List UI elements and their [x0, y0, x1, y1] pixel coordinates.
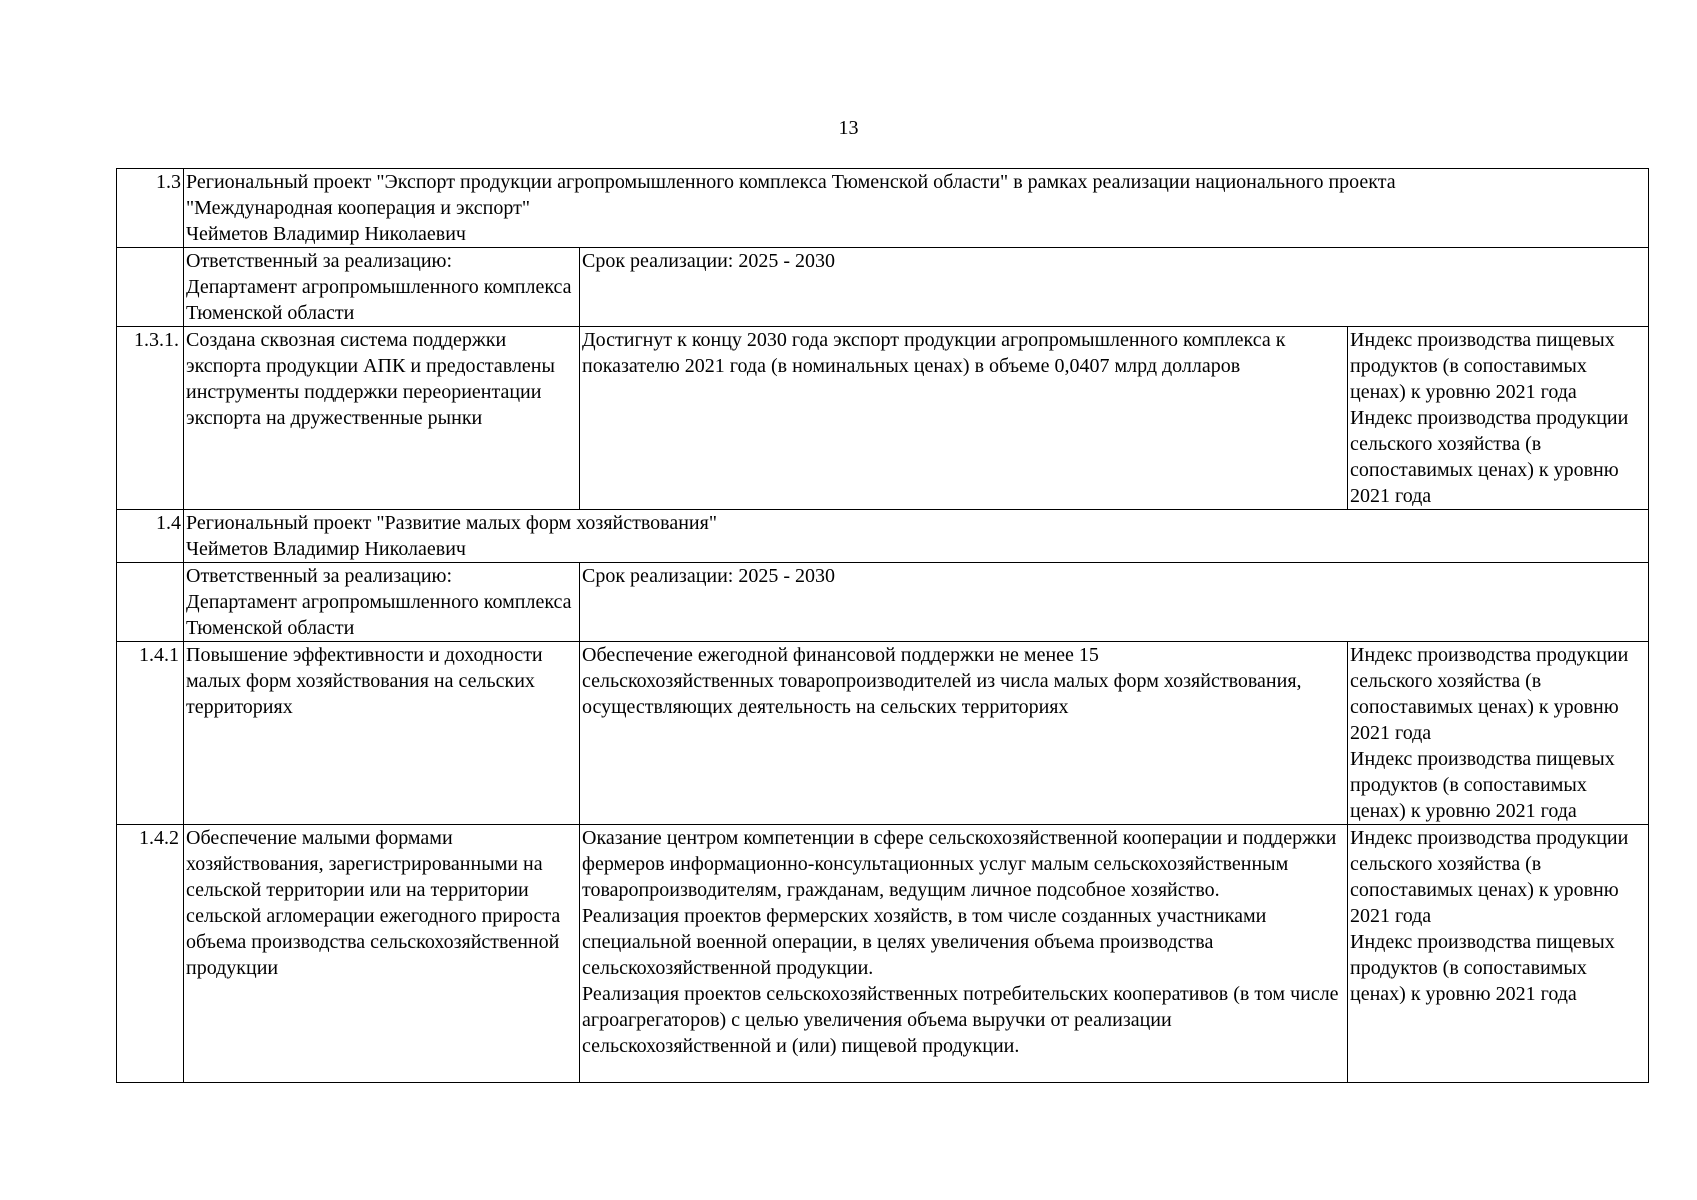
table-row	[117, 510, 1649, 563]
row-number: 1.4	[117, 510, 184, 563]
period-cell: Срок реализации: 2025 - 2030	[580, 563, 1649, 642]
task-cell: Повышение эффективности и доходности малых форм хозяйствования на сельских территориях	[184, 642, 580, 825]
row-number: 1.3	[117, 169, 184, 248]
table-row	[117, 563, 1649, 642]
table-row	[117, 169, 1649, 248]
result-cell: Достигнут к концу 2030 года экспорт продукции агропромышленного комплекса к показателю 2021 года (в номинальных ценах) в объеме 0,0407 млрд долларов	[580, 327, 1348, 510]
page-number: 13	[838, 117, 859, 139]
indicators-cell: Индекс производства продукции сельского хозяйства (в сопоставимых ценах) к уровню 2021 года Индекс производства пищевых продуктов (в сопоставимых ценах) к уровню 2021 года	[1348, 642, 1649, 825]
indicators-cell: Индекс производства пищевых продуктов (в сопоставимых ценах) к уровню 2021 года Индекс производства продукции сельского хозяйства (в сопоставимых ценах) к уровню 2021 года	[1348, 327, 1649, 510]
table-row	[117, 248, 1649, 327]
empty-cell	[117, 563, 184, 642]
period-cell: Срок реализации: 2025 - 2030	[580, 248, 1649, 327]
row-number: 1.3.1.	[117, 327, 184, 510]
task-cell: Обеспечение малыми формами хозяйствования, зарегистрированными на сельской территории или на территории сельской агломерации ежегодного прироста объема производства сельскохозяйственной продукции	[184, 825, 580, 1083]
project-title: Региональный проект "Развитие малых форм хозяйствования" Чейметов Владимир Николаевич	[184, 510, 1649, 563]
table-row	[117, 825, 1649, 1083]
empty-cell	[117, 248, 184, 327]
indicators-cell: Индекс производства продукции сельского хозяйства (в сопоставимых ценах) к уровню 2021 года Индекс производства пищевых продуктов (в сопоставимых ценах) к уровню 2021 года	[1348, 825, 1649, 1083]
table-row	[117, 642, 1649, 825]
row-number: 1.4.1	[117, 642, 184, 825]
project-title: Региональный проект "Экспорт продукции агропромышленного комплекса Тюменской области" в рамках реализации национального проекта "Международная кооперация и экспорт" Чейметов Владимир Николаевич	[184, 169, 1649, 248]
result-cell: Обеспечение ежегодной финансовой поддержки не менее 15 сельскохозяйственных товаропроизводителей из числа малых форм хозяйствования, осуществляющих деятельность на сельских территориях	[580, 642, 1348, 825]
table-row	[117, 327, 1649, 510]
responsible-cell: Ответственный за реализацию: Департамент агропромышленного комплекса Тюменской области	[184, 563, 580, 642]
task-cell: Создана сквозная система поддержки экспорта продукции АПК и предоставлены инструменты поддержки переориентации экспорта на дружественные рынки	[184, 327, 580, 510]
activities-table	[116, 168, 1649, 1083]
row-number: 1.4.2	[117, 825, 184, 1083]
responsible-cell: Ответственный за реализацию: Департамент агропромышленного комплекса Тюменской области	[184, 248, 580, 327]
result-cell: Оказание центром компетенции в сфере сельскохозяйственной кооперации и поддержки фермеров информационно-консультационных услуг малым сельскохозяйственным товаропроизводителям, гражданам, ведущим личное подсобное хозяйство. Реализация проектов фермерских хозяйств, в том числе созданных участниками специальной военной операции, в целях увеличения объема производства сельскохозяйственной продукции. Реализация проектов сельскохозяйственных потребительских кооперативов (в том числе агроагрегаторов) с целью увеличения объема выручки от реализации сельскохозяйственной и (или) пищевой продукции.	[580, 825, 1348, 1083]
